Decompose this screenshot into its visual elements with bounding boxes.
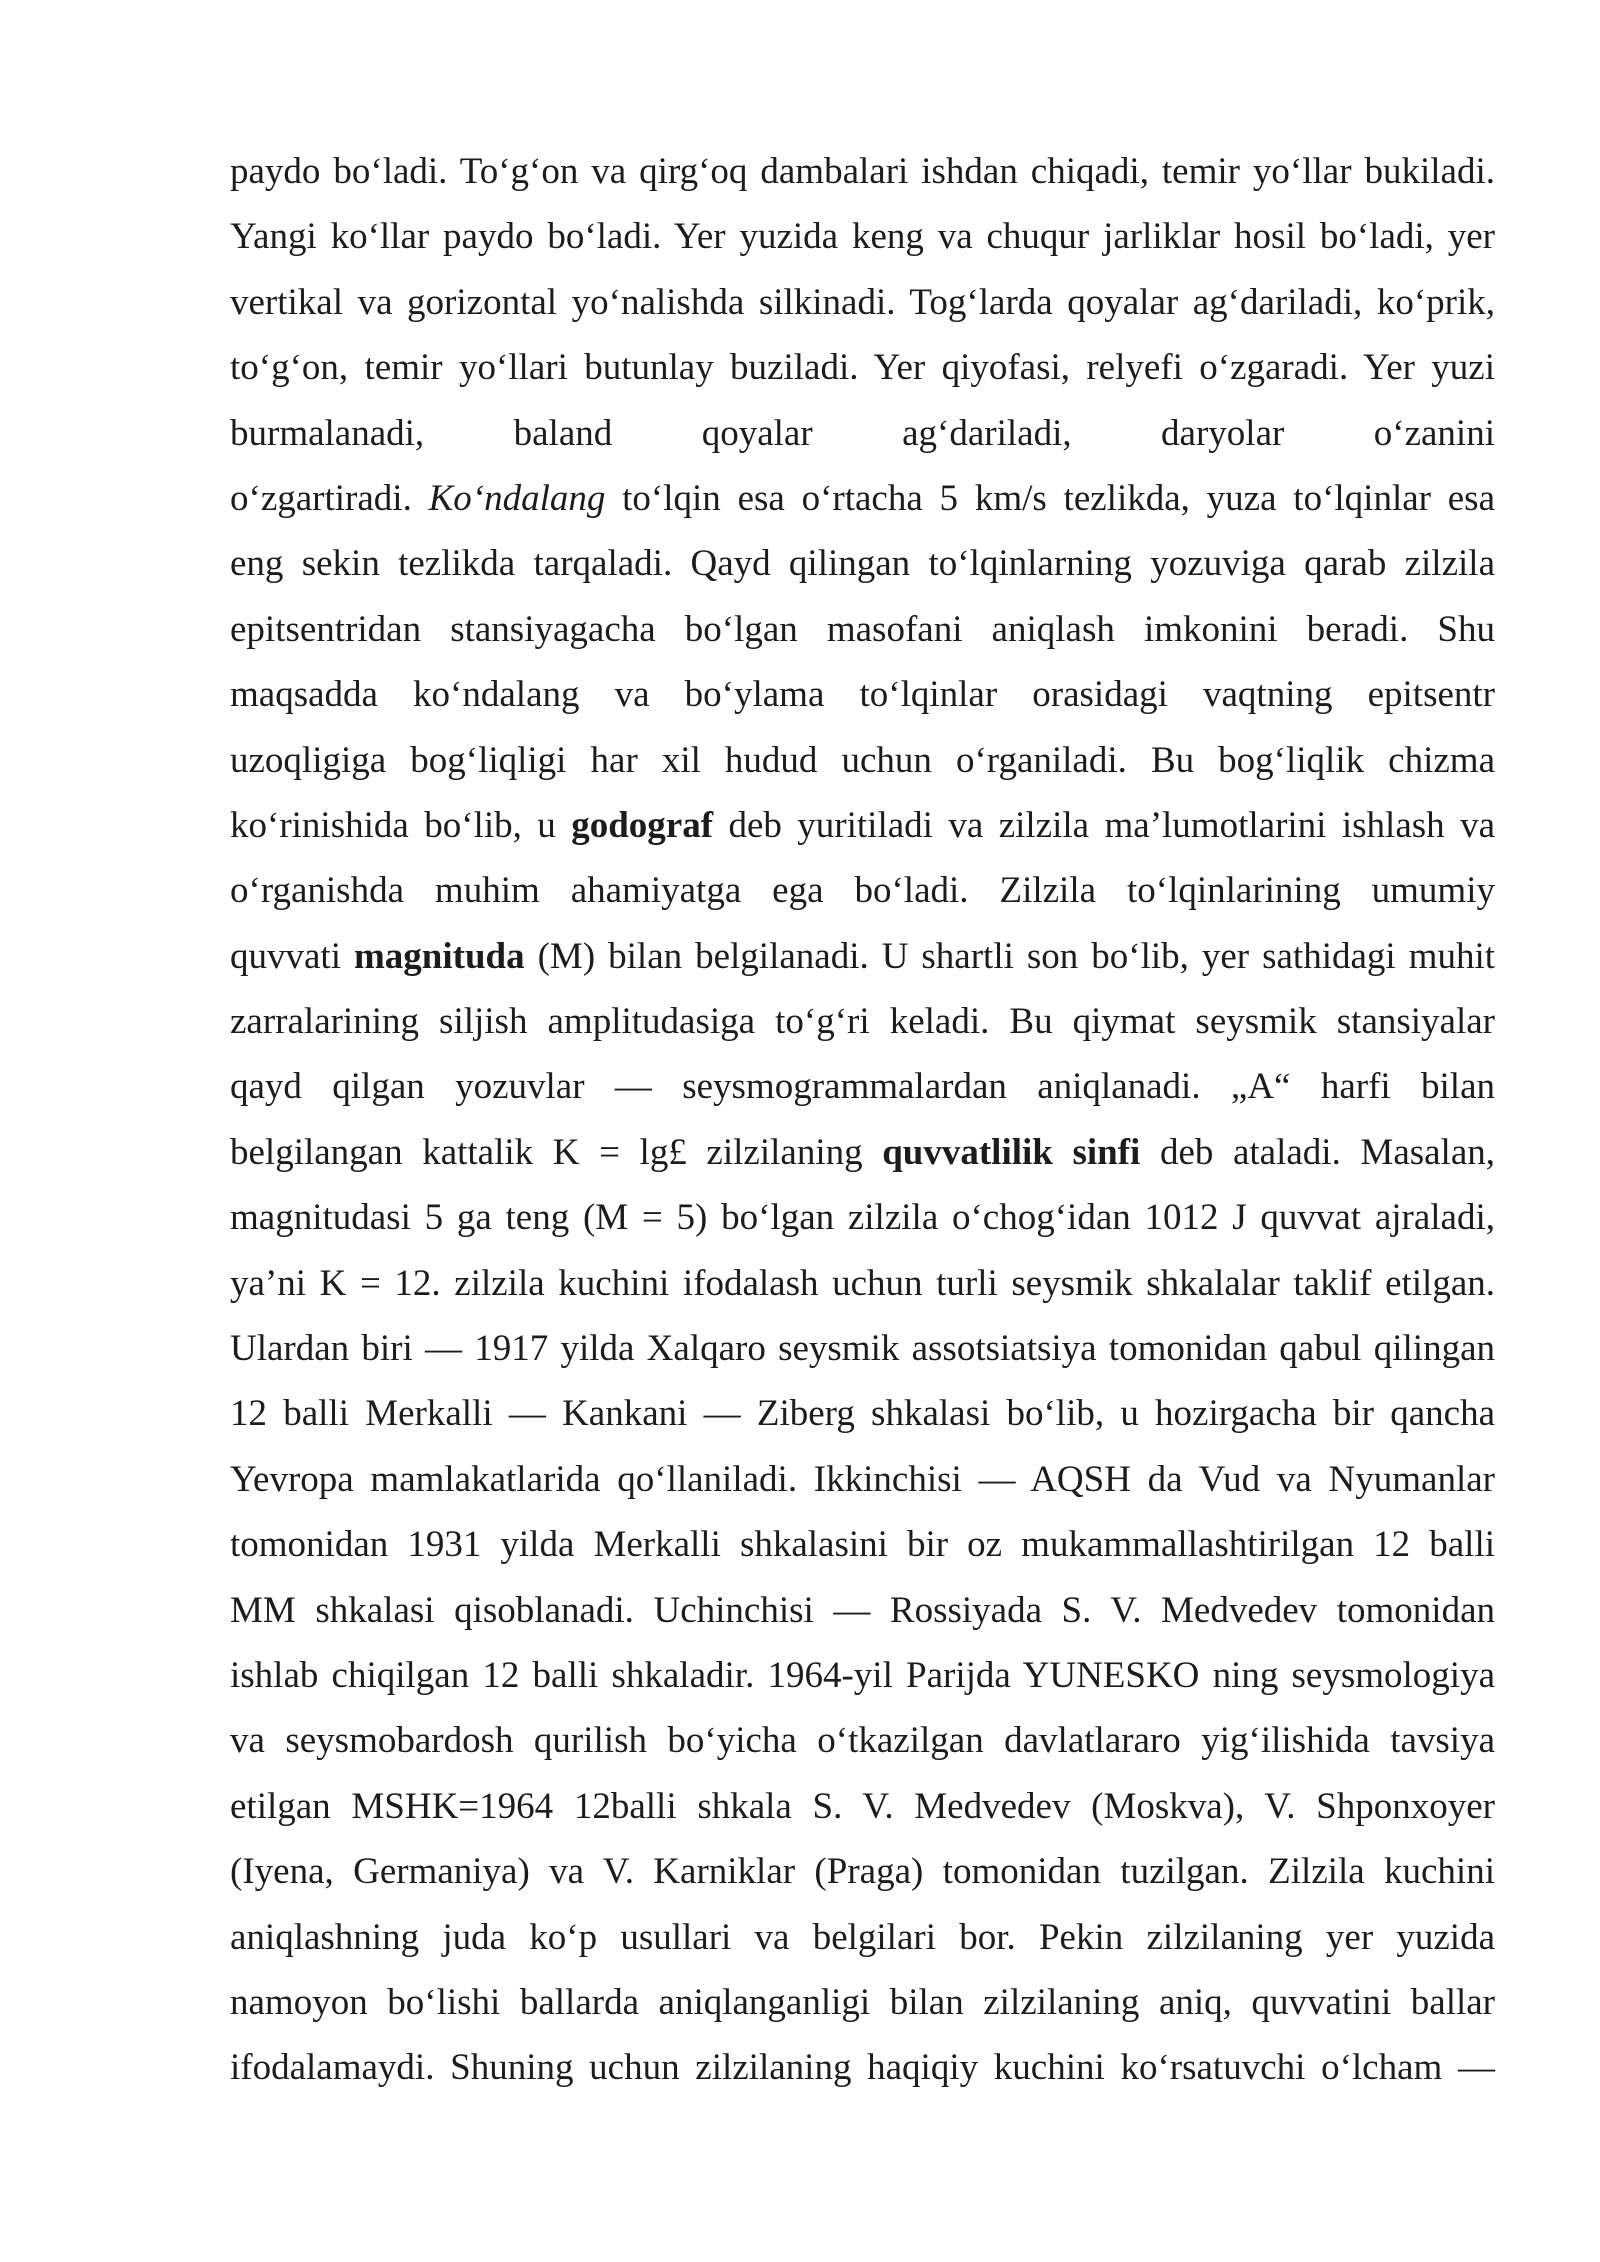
text-line	[230, 1839, 1495, 1904]
italic-term: Ko‘ndalang	[428, 477, 606, 519]
line-text: ifodalamaydi. Shuning uchun zilzilaning haqiqiy kuchini ko‘rsatuvchi o‘lcham —	[230, 2047, 1495, 2089]
text-line	[230, 1905, 1495, 1970]
text-line	[230, 662, 1495, 727]
line-text: qayd qilgan yozuvlar — seysmogrammalardan aniqlanadi. „A“ harfi bilan	[230, 1066, 1495, 1108]
text-line	[230, 1120, 1495, 1185]
line-text: epitsentridan stansiyagacha bo‘lgan masofani aniqlash imkonini beradi. Shu	[230, 608, 1495, 650]
bold-term: magnituda	[353, 935, 525, 977]
text-line	[230, 924, 1495, 989]
line-text: deb ataladi. Masalan,	[1140, 1131, 1496, 1173]
line-text: vertikal va gorizontal yo‘nalishda silkinadi. Tog‘larda qoyalar ag‘dariladi, ko‘prik,	[230, 281, 1495, 323]
text-line	[230, 270, 1495, 335]
line-text: o‘zgartiradi.	[230, 477, 429, 519]
line-text: quvvati	[230, 935, 354, 977]
line-text: MM shkalasi qisoblanadi. Uchinchisi — Rossiyada S. V. Medvedev tomonidan	[230, 1589, 1495, 1631]
text-line	[230, 1774, 1495, 1839]
text-line	[230, 335, 1495, 400]
text-line	[230, 1970, 1495, 2035]
text-line	[230, 401, 1495, 466]
line-text: maqsadda ko‘ndalang va bo‘ylama to‘lqinlar orasidagi vaqtning epitsentr	[230, 674, 1495, 716]
text-line	[230, 989, 1495, 1054]
line-text: o‘rganishda muhim ahamiyatga ega bo‘ladi. Zilzila to‘lqinlarining umumiy	[230, 870, 1495, 912]
line-text: Yangi ko‘llar paydo bo‘ladi. Yer yuzida keng va chuqur jarliklar hosil bo‘ladi, yer	[230, 216, 1495, 258]
text-line	[230, 466, 1495, 531]
line-text: ishlab chiqilgan 12 balli shkaladir. 1964-yil Parijda YUNESKO ning seysmologiya	[230, 1654, 1495, 1696]
line-text: tomonidan 1931 yilda Merkalli shkalasini bir oz mukammallashtirilgan 12 balli	[230, 1524, 1495, 1566]
text-line	[230, 793, 1495, 858]
line-text: paydo bo‘ladi. To‘g‘on va qirg‘oq dambalari ishdan chiqadi, temir yo‘llar bukiladi.	[230, 151, 1495, 192]
text-line	[230, 139, 1495, 204]
line-text: 12 balli Merkalli — Kankani — Ziberg shkalasi bo‘lib, u hozirgacha bir qancha	[230, 1393, 1495, 1435]
line-text: ya’ni K = 12. zilzila kuchini ifodalash uchun turli seysmik shkalalar taklif etilgan.	[230, 1262, 1495, 1304]
text-line	[230, 728, 1495, 793]
line-text: uzoqligiga bog‘liqligi har xil hudud uchun o‘rganiladi. Bu bog‘liqlik chizma	[230, 739, 1495, 781]
text-line	[230, 858, 1495, 923]
bold-term: godograf	[571, 804, 714, 846]
text-line	[230, 1578, 1495, 1643]
line-text: (M) bilan belgilanadi. U shartli son bo‘lib, yer sathidagi muhit	[524, 935, 1495, 977]
line-text: ko‘rinishida bo‘lib, u	[230, 804, 572, 846]
text-line	[230, 1708, 1495, 1773]
line-text: namoyon bo‘lishi ballarda aniqlanganligi bilan zilzilaning aniq, quvvatini ballar	[230, 1981, 1495, 2023]
line-text: deb yuritiladi va zilzila ma’lumotlarini ishlash va	[713, 804, 1495, 846]
line-text: zarralarining siljish amplitudasiga to‘g‘ri keladi. Bu qiymat seysmik stansiyalar	[230, 1001, 1495, 1043]
text-line	[230, 1054, 1495, 1119]
text-line	[230, 1381, 1495, 1446]
text-line	[230, 1512, 1495, 1577]
text-line	[230, 1185, 1495, 1250]
text-line	[230, 204, 1495, 269]
line-text: belgilangan kattalik K = lg£ zilzilaning	[230, 1131, 883, 1173]
text-line	[230, 1251, 1495, 1316]
text-line	[230, 1643, 1495, 1708]
line-text: magnitudasi 5 ga teng (M = 5) bo‘lgan zilzila o‘chog‘idan 1012 J quvvat ajraladi,	[230, 1197, 1495, 1239]
text-line	[230, 597, 1495, 662]
line-text: etilgan MSHK=1964 12balli shkala S. V. Medvedev (Moskva), V. Shponxoyer	[230, 1785, 1495, 1827]
line-text: va seysmobardosh qurilish bo‘yicha o‘tkazilgan davlatlararo yig‘ilishida tavsiya	[230, 1720, 1495, 1762]
line-text: Yevropa mamlakatlarida qo‘llaniladi. Ikkinchisi — AQSH da Vud va Nyumanlar	[230, 1458, 1495, 1500]
text-line	[230, 531, 1495, 596]
text-line	[230, 1316, 1495, 1381]
line-text: burmalanadi, baland qoyalar ag‘dariladi, daryolar o‘zanini	[230, 412, 1495, 454]
line-text: (Iyena, Germaniya) va V. Karniklar (Praga) tomonidan tuzilgan. Zilzila kuchini	[230, 1851, 1495, 1893]
bold-term: quvvatlilik sinfi	[882, 1131, 1141, 1173]
line-text: aniqlashning juda ko‘p usullari va belgilari bor. Pekin zilzilaning yer yuzida	[230, 1916, 1495, 1958]
body-paragraph	[230, 139, 1495, 2101]
line-text: Ulardan biri — 1917 yilda Xalqaro seysmik assotsiatsiya tomonidan qabul qilingan	[230, 1328, 1495, 1370]
text-line	[230, 1447, 1495, 1512]
line-text: to‘g‘on, temir yo‘llari butunlay buziladi. Yer qiyofasi, relyefi o‘zgaradi. Yer yuzi	[230, 347, 1495, 389]
line-text: eng sekin tezlikda tarqaladi. Qayd qilingan to‘lqinlarning yozuviga qarab zilzila	[230, 543, 1495, 585]
line-text: to‘lqin esa o‘rtacha 5 km/s tezlikda, yuza to‘lqinlar esa	[605, 477, 1495, 519]
text-line	[230, 2035, 1495, 2100]
